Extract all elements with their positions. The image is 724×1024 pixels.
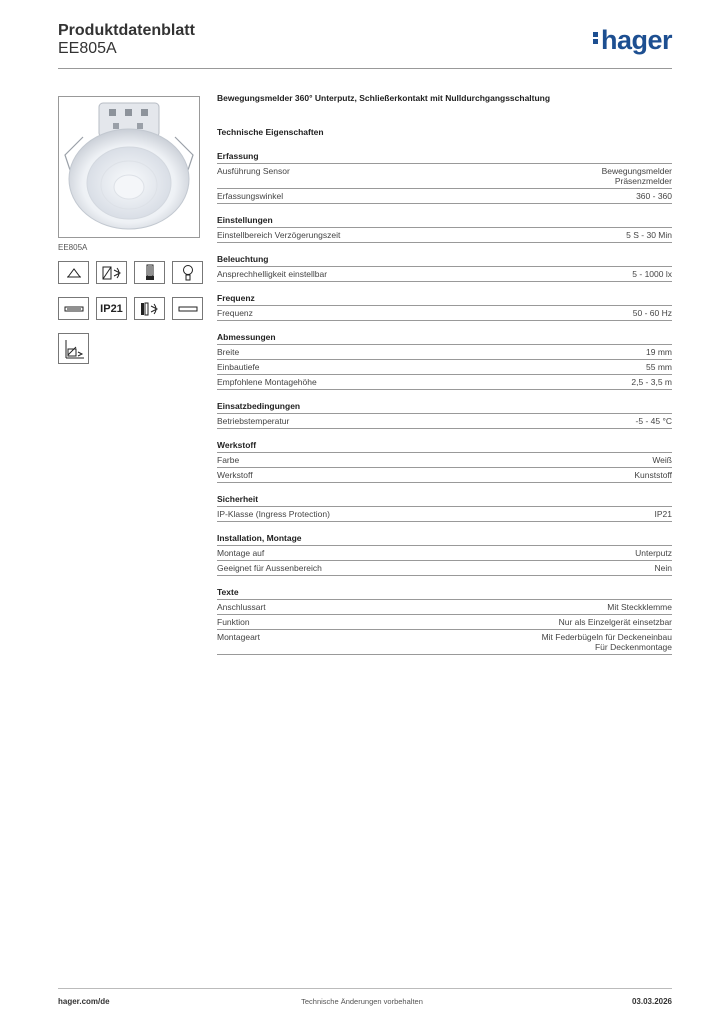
property-value-line: Mit Steckklemme [607,602,672,612]
property-value-line: Nein [654,563,672,573]
property-value [646,347,672,357]
property-value [632,269,672,279]
property-label: Geeignet für Aussenbereich [217,563,322,573]
property-row [217,453,672,468]
property-group [217,332,672,390]
property-value-line: 2,5 - 3,5 m [631,377,672,387]
property-group [217,401,672,429]
property-label: Empfohlene Montagehöhe [217,377,317,387]
property-value [636,191,672,201]
property-group [217,533,672,576]
property-label: Ausführung Sensor [217,166,290,176]
property-value [635,548,672,558]
group-title: Werkstoff [217,440,672,453]
ip-rating-icon [96,297,127,320]
property-row [217,615,672,630]
footer-divider [58,988,672,989]
property-row [217,375,672,390]
property-row [217,360,672,375]
property-group [217,494,672,522]
property-value-line: Für Deckenmontage [594,642,672,652]
property-value [646,362,672,372]
property-label: Erfassungswinkel [217,191,284,201]
property-label: Anschlussart [217,602,266,612]
property-value [655,509,673,519]
group-title: Abmessungen [217,332,672,345]
property-group [217,151,672,204]
fluorescent-lamp-icon [134,261,165,284]
property-label: Ansprechhelligkeit einstellbar [217,269,328,279]
property-value-line: 50 - 60 Hz [632,308,672,318]
property-label: Montage auf [217,548,265,558]
property-row [217,468,672,483]
property-row [217,414,672,429]
property-row [217,630,672,655]
property-value-line: Unterputz [635,548,672,558]
property-row [217,600,672,615]
property-group [217,440,672,483]
product-code: EE805A [58,40,117,57]
property-row [217,306,672,321]
property-row [217,561,672,576]
group-title: Sicherheit [217,494,672,507]
property-value [633,308,672,318]
motion-sensor-photo-icon [59,97,199,237]
property-row [217,345,672,360]
property-label: Breite [217,347,240,357]
property-value-line: Präsenzmelder [614,176,672,186]
property-value-line: Nur als Einzelgerät einsetzbar [558,617,672,627]
property-label: Einstellbereich Verzögerungszeit [217,230,341,240]
group-title: Einstellungen [217,215,672,228]
property-label: Farbe [217,455,240,465]
property-value-line: -5 - 45 °C [635,416,672,426]
group-title: Installation, Montage [217,533,672,546]
property-value-line: 19 mm [646,347,672,357]
motion-detector-icon [96,261,127,284]
property-row [217,507,672,522]
property-row [217,164,672,189]
property-value [559,617,672,627]
property-value [655,563,672,573]
property-value-line: 360 - 360 [636,191,672,201]
property-row [217,546,672,561]
property-label: IP-Klasse (Ingress Protection) [217,509,330,519]
footer-date: 03.03.2026 [631,997,672,1006]
property-value-line: Mit Federbügeln für Deckeneinbau [541,632,672,642]
page-title: Produktdatenblatt [58,22,195,39]
logo-dots-icon [593,30,599,46]
footer-disclaimer: Technische Änderungen vorbehalten [301,997,423,1006]
property-value [634,470,672,480]
ceiling-mount-icon [58,261,89,284]
image-caption: EE805A [58,243,88,252]
property-group [217,215,672,243]
property-value-line: Kunststoff [634,470,672,480]
footer-website: hager.com/de [58,997,110,1006]
group-title: Einsatzbedingungen [217,401,672,414]
header-divider [58,68,672,69]
property-value [542,632,672,652]
group-title: Frequenz [217,293,672,306]
property-value [631,377,672,387]
section-title: Technische Eigenschaften [217,127,324,137]
technical-data [217,93,672,666]
property-label: Montageart [217,632,260,642]
product-image [58,96,200,238]
property-group [217,254,672,282]
group-title: Erfassung [217,151,672,164]
light-bulb-icon [172,261,203,284]
property-value [602,166,672,186]
property-value-line: 5 S - 30 Min [626,230,672,240]
property-label: Betriebstemperatur [217,416,290,426]
property-row [217,267,672,282]
property-label: Funktion [217,617,250,627]
property-value [626,230,672,240]
ceiling-sensor-icon [58,333,89,364]
property-value [652,455,672,465]
property-groups [217,151,672,655]
property-label: Einbautiefe [217,362,260,372]
group-title: Beleuchtung [217,254,672,267]
property-value-line: Bewegungsmelder [601,166,672,176]
property-value [636,416,672,426]
led-tube-icon [58,297,89,320]
property-value [607,602,672,612]
property-row [217,189,672,204]
brand-logo [593,27,672,54]
property-label: Werkstoff [217,470,253,480]
presence-detector-icon [134,297,165,320]
property-value-line: 5 - 1000 lx [632,269,672,279]
property-value-line: IP21 [654,509,672,519]
linear-lamp-icon [172,297,203,320]
property-value-line: Weiß [652,455,672,465]
property-label: Frequenz [217,308,253,318]
property-group [217,293,672,321]
product-description: Bewegungsmelder 360° Unterputz, Schließerkontakt mit Nulldurchgangsschaltung [217,93,551,103]
ip-rating-label: IP21 [100,302,123,315]
logo-text: hager [600,25,672,55]
property-value-line: 55 mm [646,362,672,372]
property-group [217,587,672,655]
group-title: Texte [217,587,672,600]
property-row [217,228,672,243]
